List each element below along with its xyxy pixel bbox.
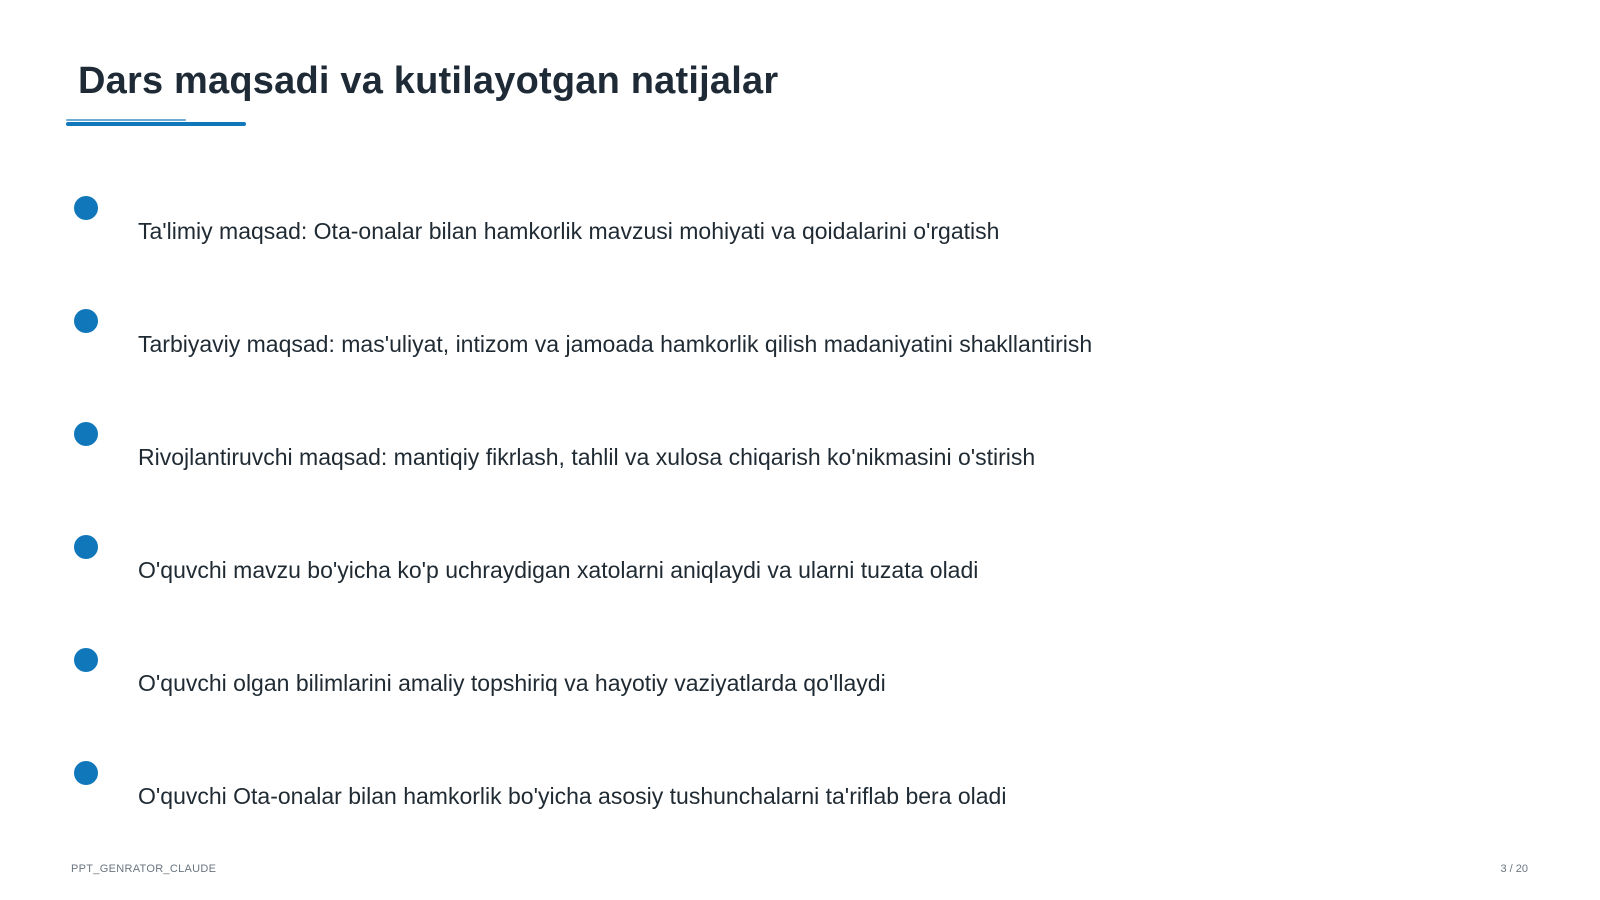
bullet-text: O'quvchi mavzu bo'yicha ko'p uchraydigan xatolarni aniqlaydi va ularni tuzata oladi: [138, 557, 979, 583]
bullet-item: [74, 761, 1374, 821]
bullet-dot-icon: [74, 196, 98, 220]
page-indicator: 3 / 20: [1500, 863, 1528, 875]
bullet-dot-icon: [74, 309, 98, 333]
bullet-text: Ta'limiy maqsad: Ota-onalar bilan hamkorlik mavzusi mohiyati va qoidalarini o'rgatish: [138, 218, 1000, 244]
bullet-text: O'quvchi olgan bilimlarini amaliy topshiriq va hayotiy vaziyatlarda qo'llaydi: [138, 670, 886, 696]
bullet-dot-icon: [74, 535, 98, 559]
bullet-item: [74, 196, 1374, 256]
bullet-dot-icon: [74, 422, 98, 446]
bullet-item: [74, 309, 1374, 369]
bullet-text: Tarbiyaviy maqsad: mas'uliyat, intizom va jamoada hamkorlik qilish madaniyatini shakllantirish: [138, 331, 1093, 357]
bullet-item: [74, 535, 1374, 595]
bullet-dot-icon: [74, 761, 98, 785]
bullet-text: Rivojlantiruvchi maqsad: mantiqiy fikrlash, tahlil va xulosa chiqarish ko'nikmasini o'stirish: [138, 444, 1036, 470]
bullet-item: [74, 422, 1374, 482]
bullet-dot-icon: [74, 648, 98, 672]
bullet-text: O'quvchi Ota-onalar bilan hamkorlik bo'yicha asosiy tushunchalarni ta'riflab bera oladi: [138, 783, 1007, 809]
slide-title: Dars maqsadi va kutilayotgan natijalar: [78, 60, 779, 102]
footer-generator-label: PPT_GENRATOR_CLAUDE: [71, 863, 217, 875]
title-underline: [66, 122, 246, 126]
bullet-item: [74, 648, 1374, 708]
